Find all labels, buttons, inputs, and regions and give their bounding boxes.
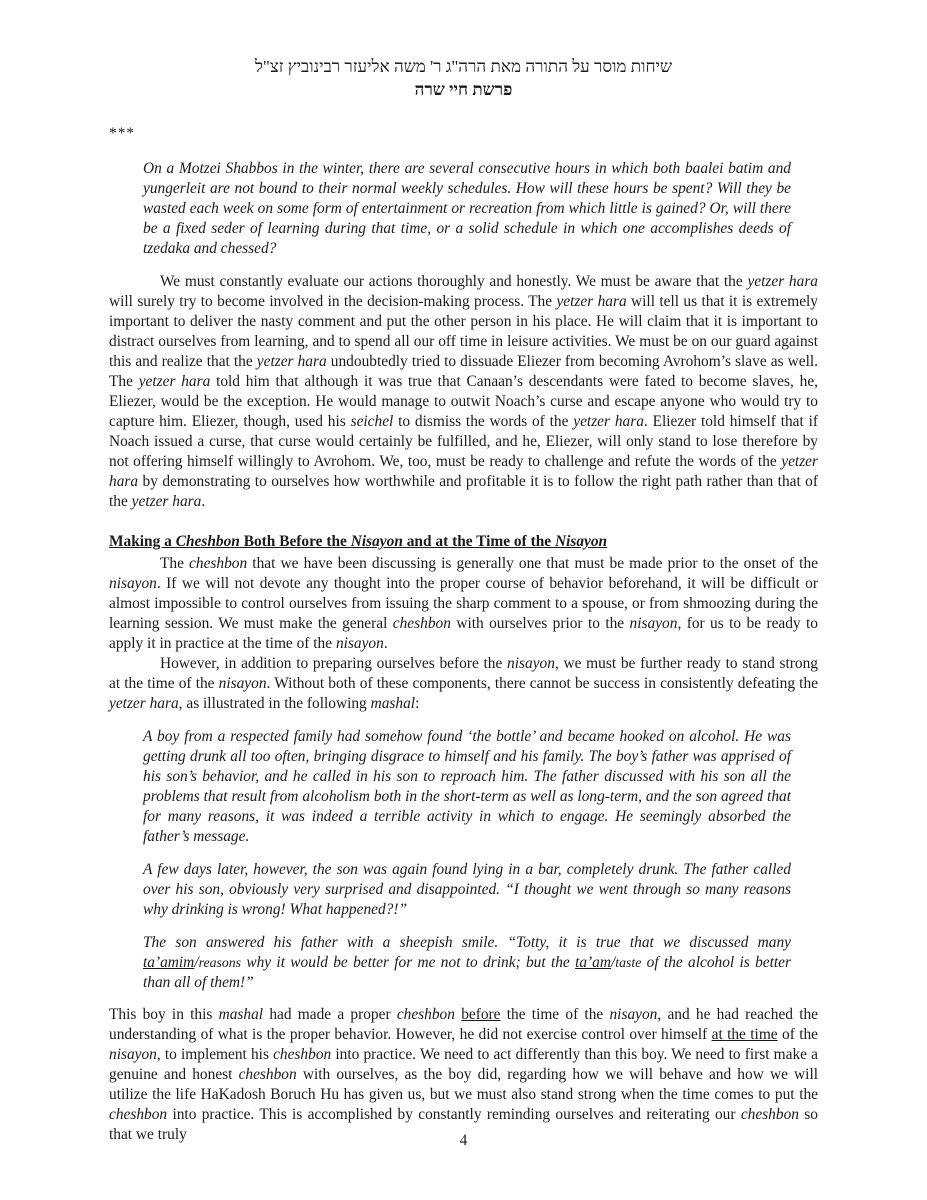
body-paragraph-3: However, in addition to preparing ourselves before the nisayon, we must be further ready to stand strong at the time of the nisayon. Without both of these components, there cannot be success in consistently defeating the yetzer hara, as illustrated in the following mashal: <box>109 655 818 712</box>
hebrew-title: שיחות מוסר על התורה מאת הרה"ג ר' משה אליעזר רבינוביץ זצ"ל <box>254 57 673 76</box>
mashal-paragraph-1: A boy from a respected family had somehow found ‘the bottle’ and became hooked on alcohol. He was getting drunk all too often, bringing disgrace to himself and his family. The boy’s father was apprised of his son’s behavior, and he called in his son to reproach him. The father discussed with his son all the problems that result from alcoholism both in the short-term as well as long-term, and the son agreed that for many reasons, it was indeed a terrible activity in which to engage. He seemingly absorbed the father’s message. <box>143 728 791 845</box>
body-paragraph-1: We must constantly evaluate our actions thoroughly and honestly. We must be aware that the yetzer hara will surely try to become involved in the decision-making process. The yetzer hara will tell us that it is extremely important to deliver the nasty comment and put the other person in his place. He will claim that it is important to distract ourselves from learning, and to spend all our off time in leisure activities. We must be on our guard against this and realize that the yetzer hara undoubtedly tried to dissuade Eliezer from becoming Avrohom’s slave as well. The yetzer hara told him that although it was true that Canaan’s descendants were fated to become slaves, he, Eliezer, would be the exception. He would manage to outwit Noach’s curse and escape anyone who would try to capture him. Eliezer, though, used his seichel to dismiss the words of the yetzer hara. Eliezer told himself that if Noach issued a curse, that curse would certainly be fulfilled, and he, Eliezer, will only stand to lose therefore by not offering himself willingly to Avrohom. We, too, must be ready to challenge and refute the words of the yetzer hara by demonstrating to ourselves how worthwhile and profitable it is to follow the right path rather than that of the yetzer hara. <box>109 273 819 510</box>
mashal-paragraph-2: A few days later, however, the son was again found lying in a bar, completely drunk. The father called over his son, obviously very surprised and disappointed. “I thought we went through so many reasons why drinking is wrong! What happened?!” <box>143 861 791 918</box>
mashal-paragraph-3: The son answered his father with a sheepish smile. “Totty, it is true that we discussed many ta’amim/reasons why it would be better for me not to drink; but the ta’am/taste of the alcohol is better than all of them!” <box>143 934 791 991</box>
hebrew-parsha-title: פרשת חיי שרה <box>414 80 513 99</box>
closing-paragraph: This boy in this mashal had made a proper cheshbon before the time of the nisayon, and he had reached the understanding of what is the proper behavior. However, he did not exercise control over himself at the time of the nisayon, to implement his cheshbon into practice. We need to act differently than this boy. We need to first make a genuine and honest cheshbon with ourselves, as the boy did, regarding how we will behave and how we will utilize the life HaKadosh Boruch Hu has given us, but we must also stand strong when the time comes to put the cheshbon into practice. This is accomplished by constantly reminding ourselves and reiterating our cheshbon so that we truly <box>109 1006 819 1143</box>
section-separator: *** <box>109 125 136 142</box>
intro-quote: On a Motzei Shabbos in the winter, there are several consecutive hours in which both baalei batim and yungerleit are not bound to their normal weekly schedules. How will these hours be spent? Will they be wasted each week on some form of entertainment or recreation from which little is gained? Or, will there be a fixed seder of learning during that time, or a solid schedule in which one accomplishes deeds of tzedaka and chessed? <box>143 160 791 257</box>
page-number: 4 <box>459 1132 468 1149</box>
document-header <box>109 55 818 101</box>
section-heading: Making a Cheshbon Both Before the Nisayon and at the Time of the Nisayon <box>109 533 608 550</box>
body-paragraph-2: The cheshbon that we have been discussing is generally one that must be made prior to the onset of the nisayon. If we will not devote any thought into the proper course of behavior beforehand, it will be difficult or almost impossible to control ourselves from issuing the sharp comment to a spouse, or from shmoozing during the learning session. We must make the general cheshbon with ourselves prior to the nisayon, for us to be ready to apply it in practice at the time of the nisayon. <box>109 555 818 652</box>
